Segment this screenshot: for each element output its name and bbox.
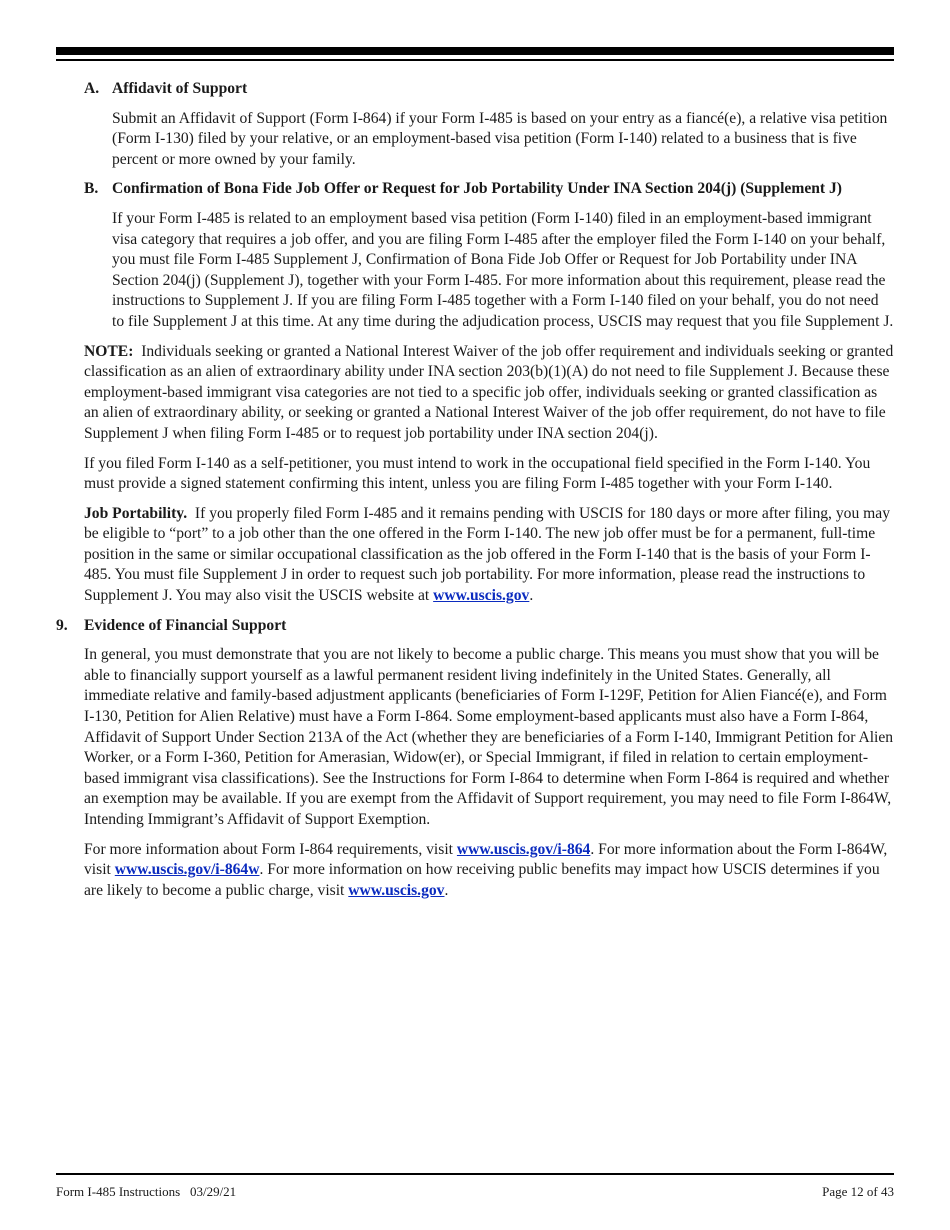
job-portability-end: . (529, 587, 534, 605)
section-b-label: B. (84, 180, 99, 198)
section-9-more-info (84, 840, 894, 902)
footer-rule (56, 1173, 894, 1175)
uscis-public-charge-link[interactable]: www.uscis.gov (348, 881, 445, 899)
uscis-link[interactable]: www.uscis.gov (433, 587, 530, 605)
more-info-text-1: For more information about Form I-864 requirements, visit (84, 840, 453, 858)
footer-form-info: Form I-485 Instructions 03/29/21 (56, 1184, 237, 1199)
section-b-body: If your Form I-485 is related to an employment based visa petition (Form I-140) filed in an employment-based immigrant visa category that requires a job offer, and you are filing Form I-485 after the employer filed the Form I-140 on your behalf, you must file Form I-485 Supplement J, Confirmation of Bona Fide Job Offer or Request for Job Portability under INA Section 204(j) (Supplement J), together with your Form I-485. For more information about this requirement, please read the instructions to Supplement J. If you are filing Form I-485 together with a Form I-140 filed on your behalf, you do not need to file Supplement J at this time. At any time during the adjudication process, USCIS may request that you file Supplement J. (112, 209, 894, 330)
section-a-label: A. (84, 80, 100, 97)
section-b-title: Confirmation of Bona Fide Job Offer or Request for Job Portability Under INA Section 204(j) (Supplement J) (112, 180, 842, 198)
page-content (56, 79, 894, 901)
header-thick-rule (56, 47, 894, 55)
section-a-body: Submit an Affidavit of Support (Form I-864) if your Form I-485 is based on your entry as a fiancé(e), a relative visa petition (Form I-130) filed by your relative, or an employment-based visa petition (Form I-140) related to a business that is five percent or more owned by your family. (112, 109, 888, 168)
footer-page-number: Page 12 of 43 (822, 1184, 894, 1199)
more-info-text-3: . For more information on how receiving public benefits may impact how USCIS determines if you are likely to become a public charge, visit (84, 861, 880, 899)
header-thin-rule (56, 59, 894, 61)
more-info-text-2: . For more information about the Form I-864W, visit (84, 840, 888, 879)
section-a-title: Affidavit of Support (112, 80, 248, 97)
self-petitioner-paragraph: If you filed Form I-140 as a self-petitioner, you must intend to work in the occupational field specified in the Form I-140. You must provide a signed statement confirming this intent, unless you are filing Form I-485 together with your Form I-140. (84, 454, 871, 493)
job-portability-label: Job Portability. (84, 504, 188, 522)
i864-link[interactable]: www.uscis.gov/i-864 (456, 840, 591, 858)
section-9-title: Evidence of Financial Support (84, 616, 287, 634)
note-label: NOTE: (84, 342, 134, 360)
section-a-heading (56, 79, 894, 100)
section-9-heading (56, 616, 894, 637)
job-portability-text: If you properly filed Form I-485 and it remains pending with USCIS for 180 days or more after filing, you may be eligible to “port” to a job other than the one offered in the Form I-140. The new job offer must be for a permanent, full-time position in the same or similar occupational classification as the job offered in the Form I-140 that is the basis of your Form I-485. You must file Supplement J in order to request such job portability. For more information, please read the instructions to Supplement J. You may also visit the USCIS website at (84, 504, 890, 605)
i864w-link[interactable]: www.uscis.gov/i-864w (114, 861, 260, 879)
more-info-text-4: . (444, 881, 449, 899)
note-text: Individuals seeking or granted a National Interest Waiver of the job offer requirement and individuals seeking or granted classification as an alien of extraordinary ability under INA section 203(b)(1)(A) do not need to file Supplement J. Because these employment-based immigrant visa categories are not tied to a specific job offer, individuals seeking or granted classification as an alien of extraordinary ability, or seeking or granted a National Interest Waiver of the job offer requirement, do not have to file Supplement J when filing Form I-485 or to request job portability under INA section 204(j). (84, 342, 894, 442)
job-portability-paragraph (84, 504, 894, 607)
note-paragraph (84, 342, 894, 445)
section-9-label: 9. (56, 616, 68, 634)
section-9-body: In general, you must demonstrate that you are not likely to become a public charge. This means you must show that you will be able to financially support yourself as a lawful permanent resident living indefinitely in the United States. Generally, all immediate relative and family-based adjustment applicants (beneficiaries of Form I-129F, Petition for Alien Fiancé(e), and Form I-130, Petition for Alien Relative) must have a Form I-864. Some employment-based applicants must also have a Form I-864, Affidavit of Support Under Section 213A of the Act (whether they are beneficiaries of a Form I-140, Immigrant Petition for Alien Worker, or a Form I-360, Petition for Amerasian, Widow(er), or Special Immigrant, if filed in relation to certain employment-based immigrant visa classifications). See the Instructions for Form I-864 to determine when Form I-864 is required and whether an exemption may be available. If you are exempt from the Affidavit of Support requirement, you may need to file Form I-864W, Intending Immigrant’s Affidavit of Support Exemption. (84, 646, 894, 828)
section-b-heading (56, 179, 894, 200)
